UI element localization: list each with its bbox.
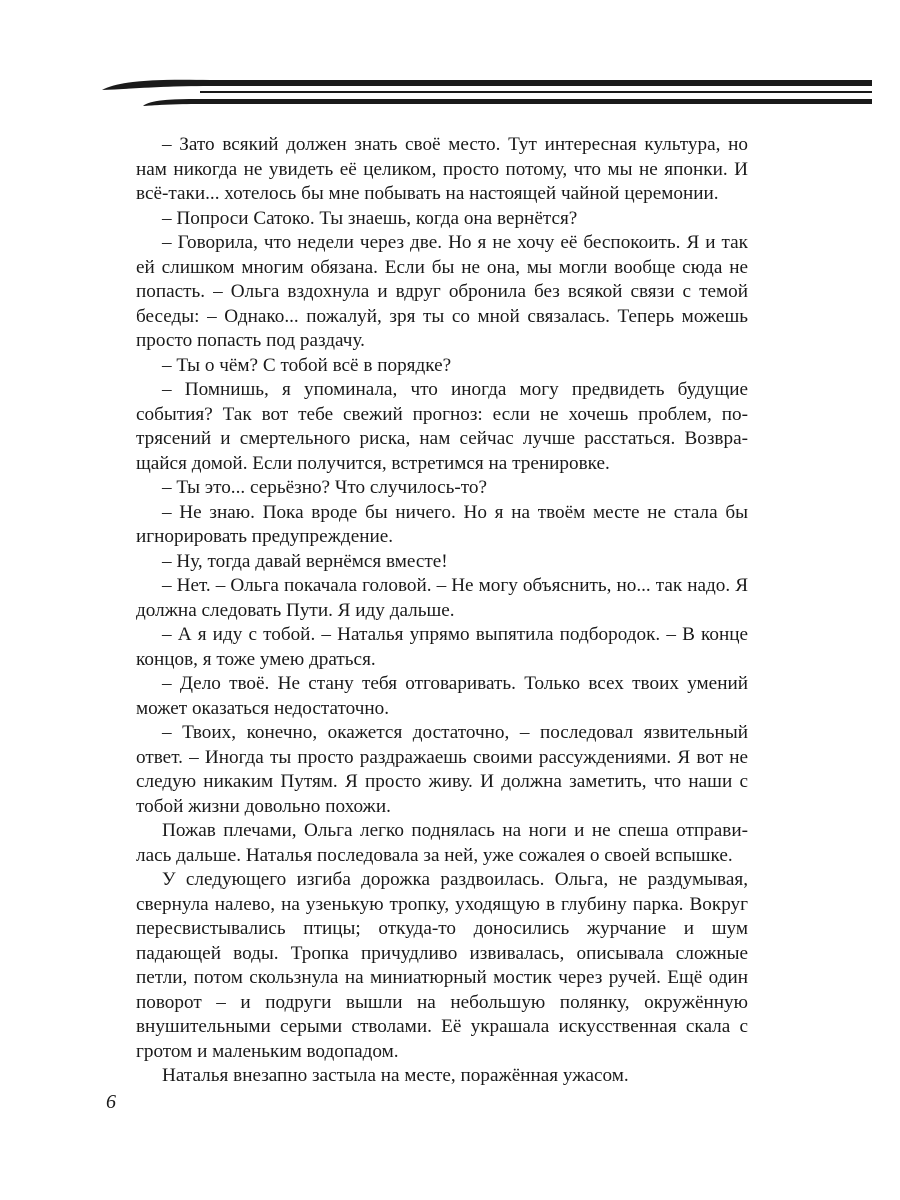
paragraph: – Ты это... серьёзно? Что случилось-то?: [162, 477, 488, 498]
paragraph: – Ну, тогда давай вернёмся вместе!: [162, 550, 448, 572]
paragraph: – Нет. – Ольга покачала головой. – Не могу объяснить, но... так надо. Я должна следовать Пути. Я иду дальше.: [136, 575, 748, 621]
page-number: 6: [106, 1091, 116, 1113]
paragraph: – Зато всякий должен знать своё место. Тут интересная культура, но нам никогда не увидеть её целиком, просто потому, что мы не японки. И всё-таки... хотелось бы мне побывать на настоящей чайной церемонии.: [136, 134, 748, 204]
paragraph: – Помнишь, я упоминала, что иногда могу предвидеть будущие события? Так вот тебе свежий прогноз: если не хочешь проблем, потрясений и смертельного риска, нам сейчас лучше расстаться. Возвращайся домой. Если получится, встретимся на тренировке.: [136, 379, 748, 474]
paragraph: Наталья внезапно застыла на месте, поражённая ужасом.: [162, 1065, 629, 1086]
paragraph: – Попроси Сатоко. Ты знаешь, когда она вернётся?: [162, 207, 578, 229]
decorative-header-rule: [0, 0, 900, 120]
paragraph: – Не знаю. Пока вроде бы ничего. Но я на твоём месте не стала бы игнорировать предупреждение.: [136, 501, 748, 547]
paragraph: – Дело твоё. Не стану тебя отговаривать. Только всех твоих умений может оказаться недостаточно.: [136, 673, 748, 719]
paragraph: Пожав плечами, Ольга легко поднялась на ноги и не спеша отправилась дальше. Наталья последовала за ней, уже сожалея о своей вспышке.: [136, 820, 748, 866]
paragraph: – Ты о чём? С тобой всё в порядке?: [162, 354, 452, 376]
paragraph: – Говорила, что недели через две. Но я не хочу её беспокоить. Я и так ей слишком многим обязана. Если бы не она, мы могли вообще сюда не попасть. – Ольга вздохнула и вдруг обронила без всякой связи с темой беседы: – Однако... пожалуй, зря ты со мной связалась. Теперь можешь просто попасть под раздачу.: [136, 232, 748, 351]
header-rule-lower-stroke: [143, 99, 872, 106]
header-rule-thin-line: [200, 91, 872, 93]
paragraph: – Твоих, конечно, окажется достаточно, – последовал язвительный ответ. – Иногда ты просто раздражаешь своими рассуждениями. Я вот не следую никаким Путям. Я просто живу. И должна заметить, что наши с тобой жизни довольно похожи.: [136, 722, 748, 817]
paragraph: У следующего изгиба дорожка раздвоилась. Ольга, не раздумывая, свернула налево, на узенькую тропку, уходящую в глубину парка. Вокруг пересвистывались птицы; откуда-то доносились журчание и шум падающей воды. Тропка причудливо извивалась, описывала сложные петли, потом скользнула на миниатюрный мостик через ручей. Ещё один поворот – и подруги вышли на небольшую полянку, окружённую внушительными серыми стволами. Её украшала искусственная скала с гротом и маленьким водопадом.: [136, 869, 748, 1062]
paragraph: – А я иду с тобой. – Наталья упрямо выпятила подбородок. – В конце концов, я тоже умею драться.: [136, 624, 748, 670]
body-text: [136, 133, 748, 1089]
header-rule-upper-stroke: [102, 80, 872, 90]
